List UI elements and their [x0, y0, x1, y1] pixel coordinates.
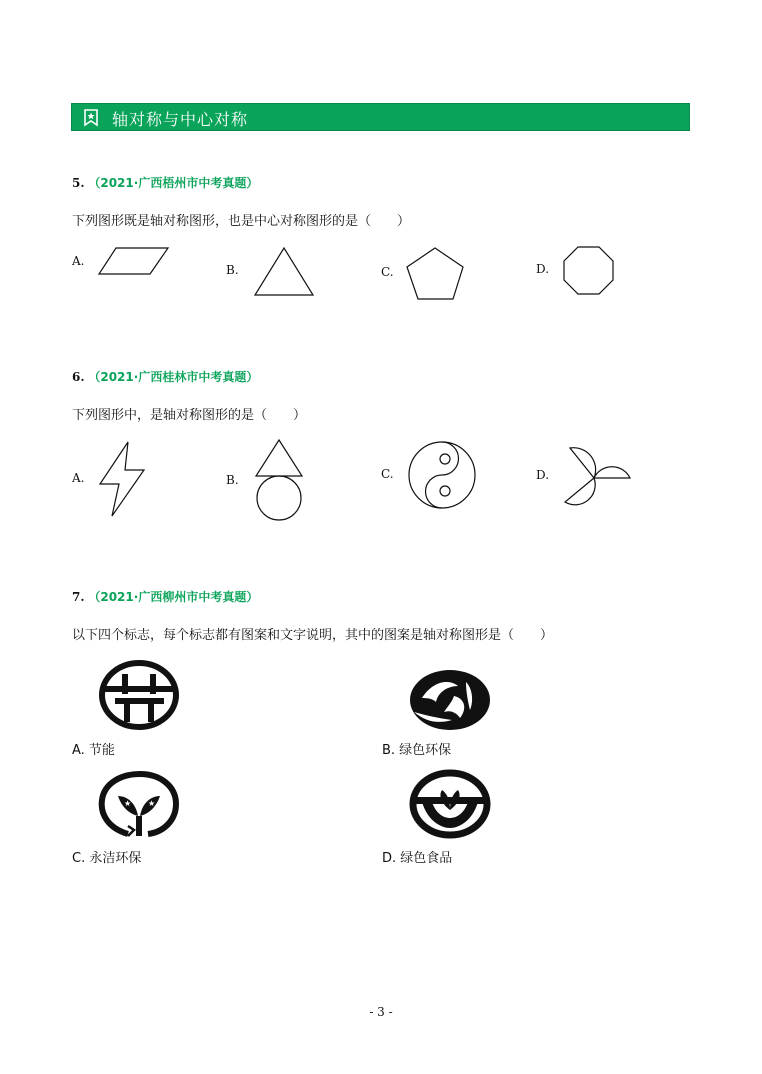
clean-eco-logo	[98, 770, 182, 840]
pinwheel-figure	[560, 438, 636, 514]
question-source: （2021·广西梧州市中考真题）	[88, 176, 259, 190]
option-label: A.	[72, 254, 85, 268]
lightning-bolt-figure	[98, 440, 148, 520]
page-number: - 3 -	[369, 1005, 393, 1019]
option-label: B.	[226, 473, 239, 487]
energy-saving-logo	[98, 660, 182, 730]
option-label: A.	[72, 471, 85, 485]
section-title: 轴对称与中心对称	[112, 110, 249, 129]
question-number: 5.	[72, 176, 85, 190]
question-5-stem: 下列图形既是轴对称图形，也是中心对称图形的是（ ）	[72, 214, 411, 229]
bookmark-star-icon	[84, 109, 98, 126]
option-label: D.	[536, 262, 550, 276]
logo-caption: A. 节能	[72, 743, 115, 758]
logo-caption: C. 永洁环保	[72, 851, 142, 866]
parallelogram-figure	[98, 246, 170, 276]
option-label: C.	[381, 265, 394, 279]
triangle-figure	[254, 246, 316, 298]
logo-caption: D. 绿色食品	[382, 851, 453, 866]
yin-yang-figure	[407, 440, 479, 512]
question-5-header	[72, 174, 258, 191]
svg-text:★: ★	[148, 799, 156, 808]
question-7-header	[72, 588, 258, 605]
svg-text:★: ★	[124, 799, 132, 808]
question-6-stem: 下列图形中，是轴对称图形的是（ ）	[72, 408, 307, 423]
question-7-stem: 以下四个标志，每个标志都有图案和文字说明，其中的图案是轴对称图形是（ ）	[72, 628, 554, 643]
question-number: 7.	[72, 590, 85, 604]
triangle-on-circle-figure	[252, 438, 308, 524]
logo-caption: B. 绿色环保	[382, 743, 452, 758]
pentagon-figure	[405, 246, 467, 302]
green-eco-logo	[408, 668, 492, 732]
option-label: B.	[226, 263, 239, 277]
question-source: （2021·广西柳州市中考真题）	[88, 590, 259, 604]
option-label: C.	[381, 467, 394, 481]
green-food-logo	[408, 770, 492, 838]
section-banner	[71, 103, 690, 131]
question-source: （2021·广西桂林市中考真题）	[88, 370, 259, 384]
option-label: D.	[536, 468, 550, 482]
octagon-figure	[563, 246, 615, 296]
question-6-header	[72, 368, 258, 385]
question-number: 6.	[72, 370, 85, 384]
